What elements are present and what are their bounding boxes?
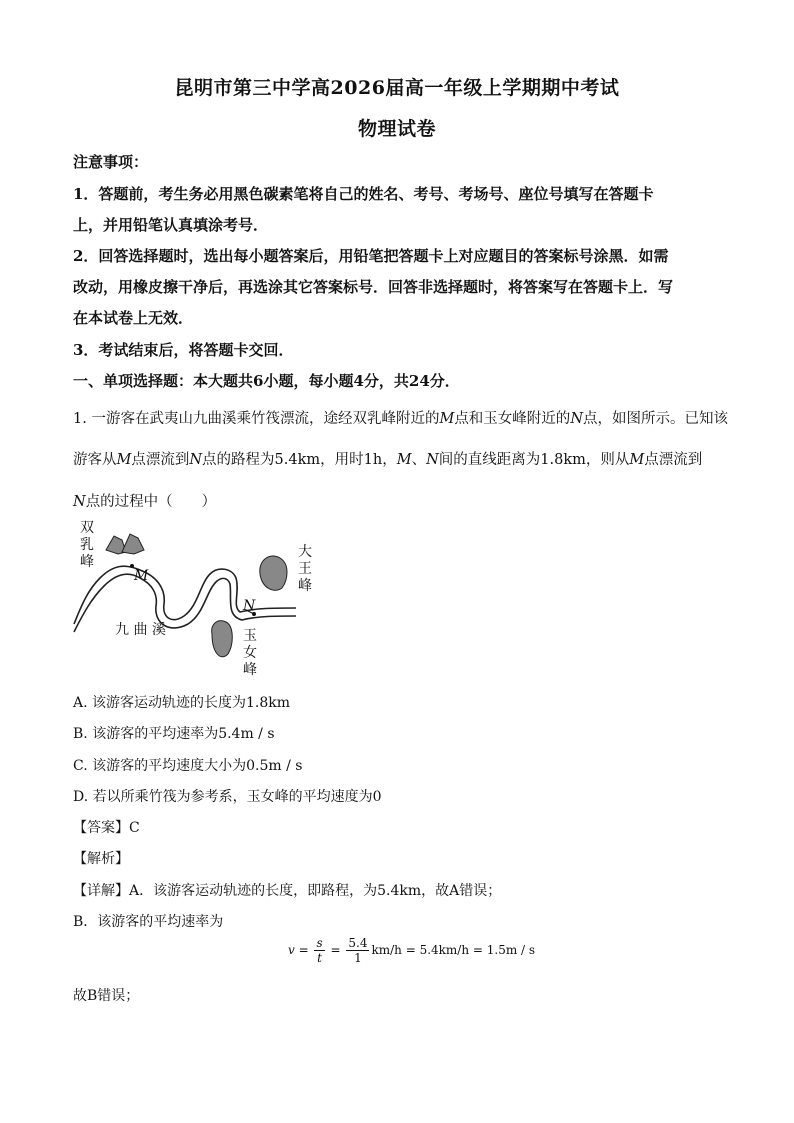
notice-heading: 注意事项： — [73, 153, 149, 171]
speed-formula: v = $\frac{s}{t}$ = $\frac{5.4}{1}$ km/h = 5.4km/h = 1.5m / s — [288, 936, 536, 965]
jiuqu-stream-map — [60, 512, 320, 690]
option-d: D. 若以所乘竹筏为参考系，玉女峰的平均速度为0 — [73, 789, 382, 805]
map-label-n: N — [243, 598, 256, 614]
exam-subtitle: 物理试卷 — [357, 118, 436, 140]
map-label-dawang: 大 王 峰 — [298, 544, 312, 594]
option-b: B. 该游客的平均速率为5.4m / s — [73, 726, 275, 742]
answer-line: 【答案】C — [73, 820, 140, 836]
notice-item-2-line-1: 2．回答选择题时，选出每小题答案后，用铅笔把答题卡上对应题目的答案标号涂黑．如需 — [73, 247, 669, 265]
analysis-label: 【解析】 — [73, 851, 129, 867]
dawang-peak-shape — [260, 556, 287, 590]
option-a: A. 该游客运动轨迹的长度为1.8km — [73, 695, 291, 711]
yunv-peak-shape — [212, 621, 233, 657]
question-1-line-1: 1. 一游客在武夷山九曲溪乘竹筏漂流，途经双乳峰附近的M点和玉女峰附近的N点，如图所示。已知该 — [73, 411, 728, 427]
option-c: C. 该游客的平均速度大小为0.5m / s — [73, 758, 303, 774]
exam-title: 昆明市第三中学高2026届高一年级上学期期中考试 — [174, 77, 620, 99]
shuangru-peak-shape-2 — [122, 534, 144, 554]
question-1-line-3: N点的过程中（ ） — [73, 494, 217, 510]
detail-b-conclusion: 故B错误； — [73, 988, 140, 1004]
notice-item-1-line-2: 上，并用铅笔认真填涂考号． — [73, 216, 269, 234]
map-label-yunv: 玉 女 峰 — [243, 628, 257, 678]
notice-item-2-line-3: 在本试卷上无效． — [73, 309, 194, 327]
notice-item-2-line-2: 改动，用橡皮擦干净后，再选涂其它答案标号．回答非选择题时，将答案写在答题卡上．写 — [73, 278, 674, 296]
detail-a: 【详解】A．该游客运动轨迹的长度，即路程，为5.4km，故A错误； — [73, 883, 502, 899]
map-label-stream: 九 曲 溪 — [115, 622, 166, 638]
notice-item-1-line-1: 1．答题前，考生务必用黑色碳素笔将自己的姓名、考号、考场号、座位号填写在答题卡 — [73, 185, 654, 203]
section-1-heading: 一、单项选择题：本大题共6小题，每小题4分，共24分． — [73, 372, 460, 390]
map-label-shuangru: 双 乳 峰 — [80, 520, 94, 570]
question-1-line-2: 游客从M点漂流到N点的路程为5.4km，用时1h，M、N间的直线距离为1.8km，则从M点漂流到 — [73, 452, 703, 468]
notice-item-3: 3．考试结束后，将答题卡交回． — [73, 341, 294, 359]
map-label-m: M — [134, 568, 149, 584]
detail-b: B．该游客的平均速率为 — [73, 914, 224, 930]
